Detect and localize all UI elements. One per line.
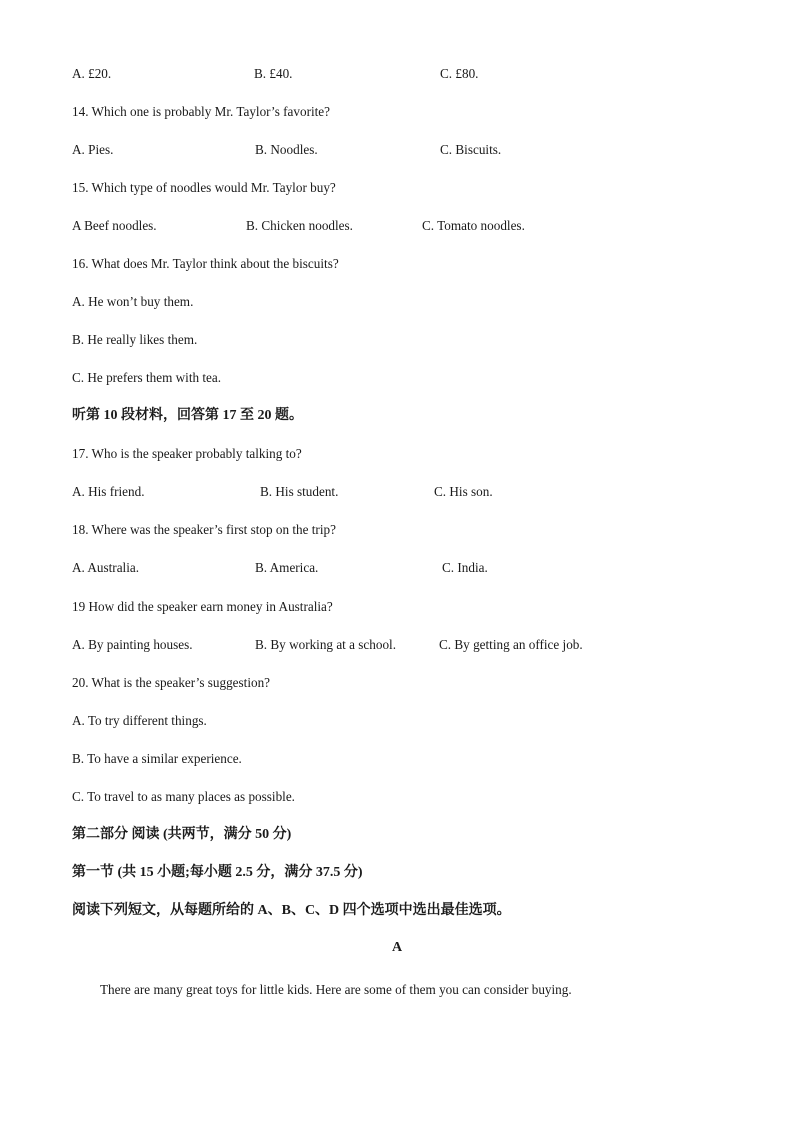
q13-option-a: A. £20.	[72, 66, 112, 81]
q17-option-a: A. His friend.	[72, 484, 145, 499]
reading-instruction: 阅读下列短文，从每题所给的 A、B、C、D 四个选项中选出最佳选项。	[72, 903, 511, 918]
part-two-heading: 第二部分 阅读 (共两节，满分 50 分)	[72, 827, 292, 842]
q19-option-a: A. By painting houses.	[72, 637, 193, 652]
section-10-heading: 听第 10 段材料，回答第 17 至 20 题。	[72, 408, 303, 423]
q18-option-a: A. Australia.	[72, 560, 140, 575]
section-one-heading: 第一节 (共 15 小题;每小题 2.5 分，满分 37.5 分)	[72, 865, 363, 880]
q20-stem: 20. What is the speaker’s suggestion?	[72, 675, 271, 690]
q13-option-b: B. £40.	[254, 66, 293, 81]
q18-stem: 18. Where was the speaker’s first stop on the trip?	[72, 522, 336, 537]
q15-stem: 15. Which type of noodles would Mr. Taylor buy?	[72, 180, 336, 195]
q19-stem: 19 How did the speaker earn money in Australia?	[72, 599, 333, 614]
q14-option-b: B. Noodles.	[255, 142, 318, 157]
q15-option-a: A Beef noodles.	[72, 218, 157, 233]
q15-option-c: C. Tomato noodles.	[422, 218, 525, 233]
q13-option-c: C. £80.	[440, 66, 479, 81]
q20-option-c: C. To travel to as many places as possible.	[72, 789, 295, 804]
q15-option-b: B. Chicken noodles.	[246, 218, 353, 233]
q17-option-c: C. His son.	[434, 484, 493, 499]
q16-stem: 16. What does Mr. Taylor think about the biscuits?	[72, 256, 339, 271]
q20-option-b: B. To have a similar experience.	[72, 751, 242, 766]
q19-option-b: B. By working at a school.	[255, 637, 397, 652]
q16-option-b: B. He really likes them.	[72, 332, 198, 347]
q16-option-a: A. He won’t buy them.	[72, 294, 194, 309]
passage-a-intro: There are many great toys for little kids. Here are some of them you can consider buying.	[100, 982, 572, 997]
q14-stem: 14. Which one is probably Mr. Taylor’s favorite?	[72, 104, 331, 119]
passage-a-label: A	[391, 940, 403, 955]
q20-option-a: A. To try different things.	[72, 713, 207, 728]
q17-stem: 17. Who is the speaker probably talking to?	[72, 446, 302, 461]
q19-option-c: C. By getting an office job.	[439, 637, 583, 652]
q17-option-b: B. His student.	[260, 484, 339, 499]
q14-option-a: A. Pies.	[72, 142, 114, 157]
q16-option-c: C. He prefers them with tea.	[72, 370, 222, 385]
q18-option-c: C. India.	[442, 560, 488, 575]
q14-option-c: C. Biscuits.	[440, 142, 502, 157]
q18-option-b: B. America.	[255, 560, 319, 575]
